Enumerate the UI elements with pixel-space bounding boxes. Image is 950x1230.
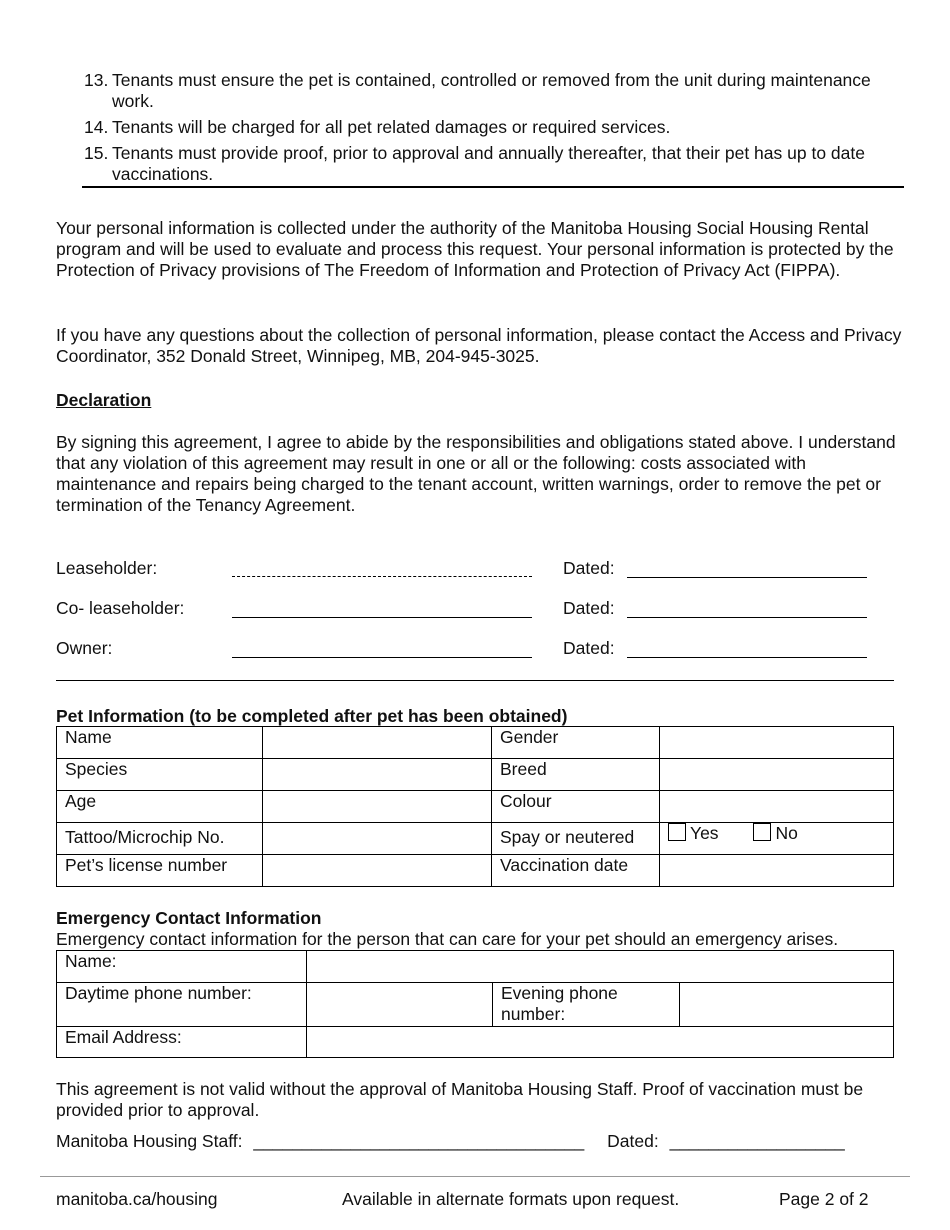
email-label: Email Address: bbox=[57, 1027, 307, 1058]
staff-signature-line[interactable]: __________________________________ bbox=[253, 1131, 585, 1151]
pet-age-label: Age bbox=[57, 791, 263, 823]
footer-alternate-formats: Available in alternate formats upon request. bbox=[342, 1189, 680, 1209]
staff-dated-label: Dated: bbox=[607, 1131, 659, 1151]
table-row bbox=[57, 727, 894, 759]
signature-row-leaseholder bbox=[0, 558, 950, 582]
pet-vaccination-label: Vaccination date bbox=[492, 855, 660, 887]
leaseholder-label: Leaseholder: bbox=[56, 558, 158, 578]
pet-colour-label: Colour bbox=[492, 791, 660, 823]
coleaseholder-label: Co- leaseholder: bbox=[56, 598, 185, 618]
pet-spay-label: Spay or neutered bbox=[492, 823, 660, 855]
section-divider bbox=[82, 186, 904, 188]
owner-label: Owner: bbox=[56, 638, 113, 658]
privacy-contact-paragraph: If you have any questions about the collection of personal information, please contact the Access and Privacy Coordinator, 352 Donald Street, Winnipeg, MB, 204-945-3025. bbox=[56, 325, 902, 366]
evening-phone-field[interactable] bbox=[680, 983, 894, 1027]
yes-checkbox[interactable] bbox=[668, 823, 686, 841]
staff-date-line[interactable]: __________________ bbox=[669, 1131, 845, 1151]
table-row bbox=[57, 951, 894, 983]
pet-spay-options bbox=[660, 823, 894, 855]
list-text: Tenants will be charged for all pet related damages or required services. bbox=[112, 117, 671, 137]
daytime-phone-field[interactable] bbox=[307, 983, 493, 1027]
leaseholder-dated-label: Dated: bbox=[563, 558, 615, 578]
approval-text: This agreement is not valid without the approval of Manitoba Housing Staff. Proof of vaccination must be provided prior to approval. bbox=[56, 1079, 864, 1120]
coleaseholder-date-line[interactable] bbox=[627, 617, 867, 618]
staff-signature-row bbox=[56, 1131, 916, 1153]
declaration-heading: Declaration bbox=[56, 390, 152, 410]
emergency-table bbox=[56, 950, 894, 1058]
table-row bbox=[57, 1027, 894, 1058]
coleaseholder-signature-line[interactable] bbox=[232, 617, 532, 618]
owner-date-line[interactable] bbox=[627, 657, 867, 658]
emergency-heading: Emergency Contact Information bbox=[56, 908, 322, 928]
footer-website: manitoba.ca/housing bbox=[56, 1189, 218, 1209]
owner-dated-label: Dated: bbox=[563, 638, 615, 658]
list-number: 14. bbox=[84, 117, 109, 137]
pet-gender-label: Gender bbox=[492, 727, 660, 759]
pet-name-label: Name bbox=[57, 727, 263, 759]
footer-page-number: Page 2 of 2 bbox=[779, 1189, 869, 1209]
section-separator bbox=[56, 680, 894, 681]
yes-label: Yes bbox=[690, 823, 719, 843]
privacy-paragraph: Your personal information is collected under the authority of the Manitoba Housing Social Housing Rental program and will be used to evaluate and process this request. Your personal information is protected by the Protection of Privacy provisions of The Freedom of Information and Protection of Privacy Act (FIPPA). bbox=[56, 218, 894, 280]
pet-license-label: Pet’s license number bbox=[57, 855, 263, 887]
coleaseholder-dated-label: Dated: bbox=[563, 598, 615, 618]
pet-breed-field[interactable] bbox=[660, 759, 894, 791]
table-row bbox=[57, 855, 894, 887]
signature-row-coleaseholder bbox=[0, 598, 950, 622]
pet-name-field[interactable] bbox=[263, 727, 492, 759]
pet-colour-field[interactable] bbox=[660, 791, 894, 823]
daytime-phone-label: Daytime phone number: bbox=[57, 983, 307, 1027]
pet-info-heading: Pet Information (to be completed after pet has been obtained) bbox=[56, 706, 568, 726]
no-label: No bbox=[775, 823, 798, 843]
pet-species-label: Species bbox=[57, 759, 263, 791]
staff-label: Manitoba Housing Staff: bbox=[56, 1131, 243, 1151]
pet-age-field[interactable] bbox=[263, 791, 492, 823]
table-row bbox=[57, 791, 894, 823]
signature-row-owner bbox=[0, 638, 950, 662]
pet-microchip-field[interactable] bbox=[263, 823, 492, 855]
list-text: Tenants must ensure the pet is contained, controlled or removed from the unit during maintenance work. bbox=[112, 70, 871, 111]
list-number: 15. bbox=[84, 143, 109, 163]
table-row bbox=[57, 823, 894, 855]
owner-signature-line[interactable] bbox=[232, 657, 532, 658]
pet-gender-field[interactable] bbox=[660, 727, 894, 759]
evening-phone-label: Evening phone number: bbox=[493, 983, 680, 1027]
pet-breed-label: Breed bbox=[492, 759, 660, 791]
email-field[interactable] bbox=[307, 1027, 894, 1058]
pet-species-field[interactable] bbox=[263, 759, 492, 791]
contact-name-label: Name: bbox=[57, 951, 307, 983]
declaration-text: By signing this agreement, I agree to abide by the responsibilities and obligations stated above. I understand that any violation of this agreement may result in one or all or the following: costs associated with maintenance and repairs being charged to the tenant account, written warnings, order to remove the pet or termination of the Tenancy Agreement. bbox=[56, 432, 896, 515]
footer-divider bbox=[40, 1176, 910, 1177]
pet-microchip-label: Tattoo/Microchip No. bbox=[57, 823, 263, 855]
leaseholder-date-line[interactable] bbox=[627, 577, 867, 578]
table-row bbox=[57, 759, 894, 791]
pet-vaccination-field[interactable] bbox=[660, 855, 894, 887]
emergency-description: Emergency contact information for the person that can care for your pet should an emergency arises. bbox=[56, 929, 839, 949]
list-number: 13. bbox=[84, 70, 109, 90]
table-row bbox=[57, 983, 894, 1027]
leaseholder-signature-line[interactable] bbox=[232, 576, 532, 577]
pet-license-field[interactable] bbox=[263, 855, 492, 887]
contact-name-field[interactable] bbox=[307, 951, 894, 983]
no-checkbox[interactable] bbox=[753, 823, 771, 841]
pet-info-table bbox=[56, 726, 894, 887]
list-text: Tenants must provide proof, prior to approval and annually thereafter, that their pet has up to date vaccinations. bbox=[112, 143, 865, 184]
